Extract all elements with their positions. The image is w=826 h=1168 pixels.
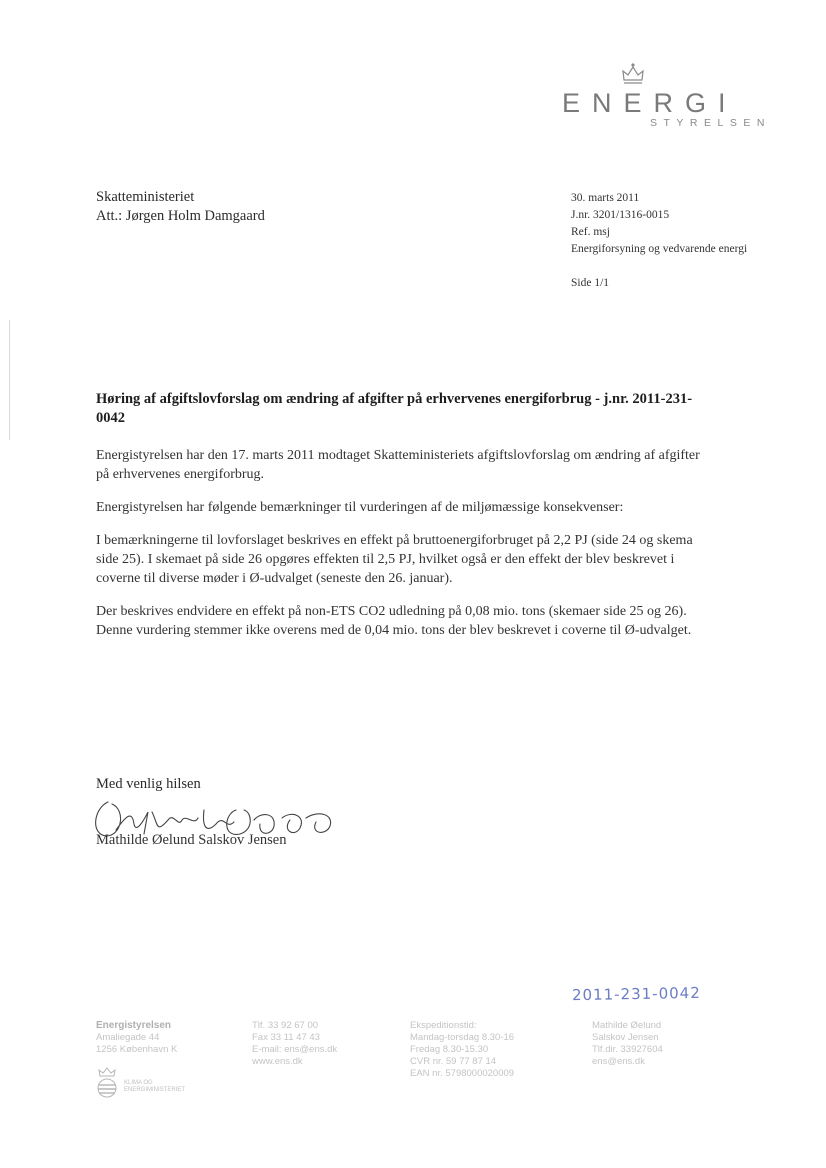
energistyrelsen-logo [560, 62, 800, 142]
ministry-crown-icon [96, 1066, 118, 1100]
footer-officer-name-2: Salskov Jensen [592, 1032, 659, 1043]
recipient-block [96, 188, 265, 226]
body-paragraph: Energistyrelsen har den 17. marts 2011 modtaget Skatteministeriets afgiftslovforslag om ændring af afgifter på erhvervenes energiforbrug. [96, 448, 700, 482]
footer-street: Amaliegade 44 [96, 1032, 160, 1043]
letter-body [96, 446, 716, 654]
footer-hours-title: Ekspeditionstid: [410, 1020, 477, 1031]
logo-wordmark: ENERGI [562, 88, 738, 118]
department: Energiforsyning og vedvarende energi [571, 243, 748, 255]
body-paragraph: Der beskrives endvidere en effekt på non-ETS CO2 udledning på 0,08 mio. tons (skemaer side 25 og 26). Denne vurdering stemmer ikke overens med de 0,04 mio. tons der blev beskrevet i coverne til Ø-udvalget. [96, 604, 692, 638]
footer-contact [252, 1020, 337, 1068]
footer-address [96, 1020, 177, 1056]
footer-ean: EAN nr. 5798000020009 [410, 1068, 515, 1079]
logo-subtitle: STYRELSEN [650, 117, 771, 129]
ministry-logo-line-2: ENERGIMINISTERIET [124, 1087, 186, 1093]
footer-officer-name-1: Mathilde Øelund [592, 1020, 662, 1031]
letter-subject: Høring af afgiftslovforslag om ændring af afgifter på erhvervenes energiforbrug - j.nr. 2011-231-0042 [96, 391, 693, 426]
body-paragraph: I bemærkningerne til lovforslaget beskrives en effekt på bruttoenergiforbruget på 2,2 PJ (side 24 og skema side 25). I skemaet på side 26 opgøres effekten til 2,5 PJ, hvilket også er den effekt der blev beskrevet i coverne til diverse møder i Ø-udvalget (seneste den 26. januar). [96, 533, 693, 586]
crown-icon [620, 62, 646, 86]
journal-number: J.nr. 3201/1316-0015 [571, 209, 670, 221]
footer-website: www.ens.dk [252, 1056, 303, 1067]
ministry-logo-line-1: KLIMA OG [124, 1080, 153, 1086]
footer-email: E-mail: ens@ens.dk [252, 1044, 338, 1055]
footer-officer-phone: Tlf.dir. 33927604 [592, 1044, 663, 1055]
body-paragraph: Energistyrelsen har følgende bemærkninger til vurderingen af de miljømæssige konsekvenser: [96, 500, 624, 515]
recipient-name: Skatteministeriet [96, 189, 195, 205]
recipient-attention: Att.: Jørgen Holm Damgaard [96, 208, 265, 224]
footer-cvr: CVR nr. 59 77 87 14 [410, 1056, 497, 1067]
footer-hours-weekdays: Mandag-torsdag 8.30-16 [410, 1032, 515, 1043]
letter-date: 30. marts 2011 [571, 192, 640, 204]
footer-case-officer [592, 1020, 663, 1068]
margin-scan-line [9, 320, 10, 440]
footer-hours [410, 1020, 514, 1080]
signer-name: Mathilde Øelund Salskov Jensen [96, 832, 287, 848]
footer-city: 1256 København K [96, 1044, 178, 1055]
footer-fax: Fax 33 11 47 43 [252, 1032, 320, 1043]
footer-officer-email: ens@ens.dk [592, 1056, 645, 1067]
page-number: Side 1/1 [571, 277, 610, 289]
meta-spacer [571, 258, 747, 275]
reference: Ref. msj [571, 226, 610, 238]
closing-greeting: Med venlig hilsen [96, 776, 201, 792]
letter-meta [571, 190, 747, 292]
footer-org-name: Energistyrelsen [96, 1020, 172, 1031]
footer-hours-friday: Fredag 8.30-15.30 [410, 1044, 489, 1055]
footer-phone: Tlf. 33 92 67 00 [252, 1020, 319, 1031]
handwritten-case-number: 2011-231-0042 [571, 983, 701, 1005]
